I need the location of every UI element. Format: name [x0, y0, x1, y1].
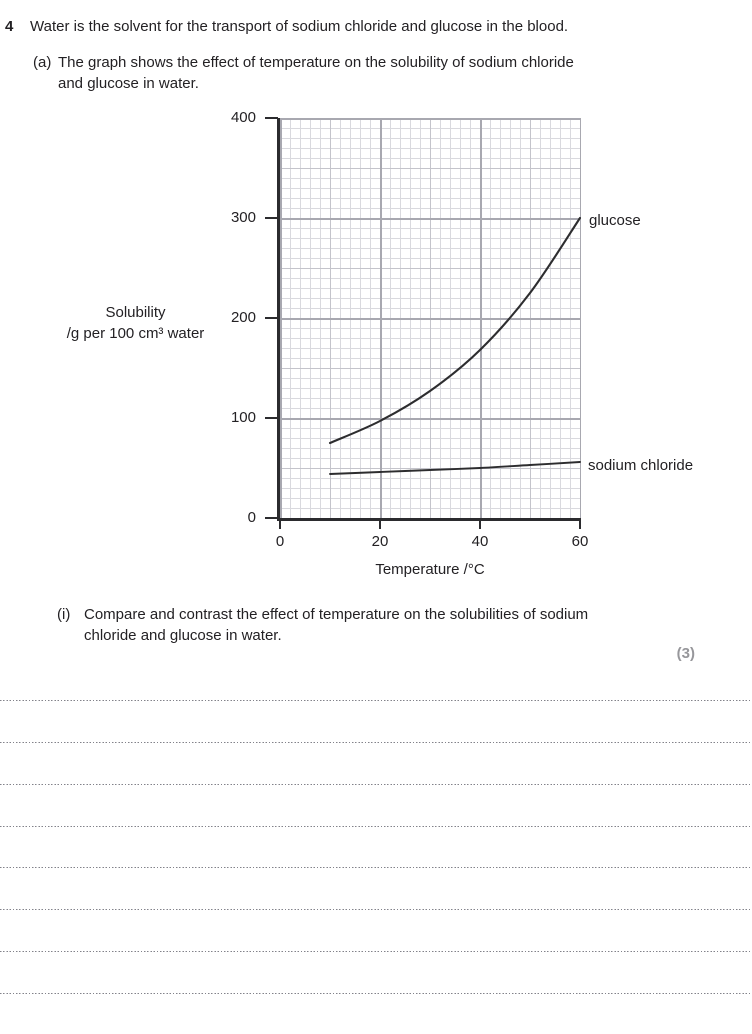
part-a-label: (a)	[33, 54, 52, 71]
part-a-text	[58, 52, 698, 94]
y-axis-title-line2: /g per 100 cm³ water	[66, 325, 205, 342]
x-axis-title: Temperature /°C	[375, 561, 485, 578]
answer-line[interactable]	[0, 909, 752, 911]
curves-svg	[280, 118, 581, 518]
answer-line[interactable]	[0, 867, 752, 869]
y-axis-title	[38, 302, 233, 344]
x-tick-mark-20	[379, 521, 381, 529]
x-tick-mark-60	[579, 521, 581, 529]
y-tick-label-300: 300	[230, 209, 256, 226]
x-tick-mark-0	[279, 521, 281, 529]
part-i-text-line2: chloride and glucose in water.	[84, 627, 282, 644]
answer-line[interactable]	[0, 784, 752, 786]
x-tick-label-20: 20	[371, 533, 389, 550]
y-tick-mark-200	[265, 317, 278, 319]
answer-line[interactable]	[0, 700, 752, 702]
sodium-chloride-curve-label: sodium chloride	[588, 457, 694, 474]
y-tick-label-0: 0	[247, 509, 256, 526]
y-tick-mark-0	[265, 517, 278, 519]
answer-line[interactable]	[0, 826, 752, 828]
x-tick-label-40: 40	[471, 533, 489, 550]
answer-line[interactable]	[0, 951, 752, 953]
x-tick-label-0: 0	[275, 533, 285, 550]
x-tick-label-60: 60	[571, 533, 589, 550]
answer-line[interactable]	[0, 742, 752, 744]
glucose-curve	[330, 218, 580, 443]
y-tick-mark-400	[265, 117, 278, 119]
x-tick-mark-40	[479, 521, 481, 529]
part-i-text	[84, 604, 724, 646]
y-tick-label-200: 200	[230, 309, 256, 326]
y-tick-label-100: 100	[230, 409, 256, 426]
marks-badge: (3)	[676, 645, 695, 662]
answer-line[interactable]	[0, 993, 752, 995]
part-i-text-line1: Compare and contrast the effect of temperature on the solubilities of sodium	[84, 606, 589, 623]
y-tick-mark-100	[265, 417, 278, 419]
question-intro: Water is the solvent for the transport of sodium chloride and glucose in the blood.	[30, 18, 569, 35]
part-a-text-line1: The graph shows the effect of temperature on the solubility of sodium chloride	[58, 54, 574, 71]
question-number: 4	[5, 18, 14, 35]
glucose-curve-label: glucose	[589, 212, 641, 229]
part-a-text-line2: and glucose in water.	[58, 75, 199, 92]
y-axis-title-line1: Solubility	[105, 304, 166, 321]
y-tick-mark-300	[265, 217, 278, 219]
sodium-chloride-curve	[330, 462, 580, 474]
part-i-label: (i)	[57, 606, 71, 623]
y-tick-label-400: 400	[230, 109, 256, 126]
